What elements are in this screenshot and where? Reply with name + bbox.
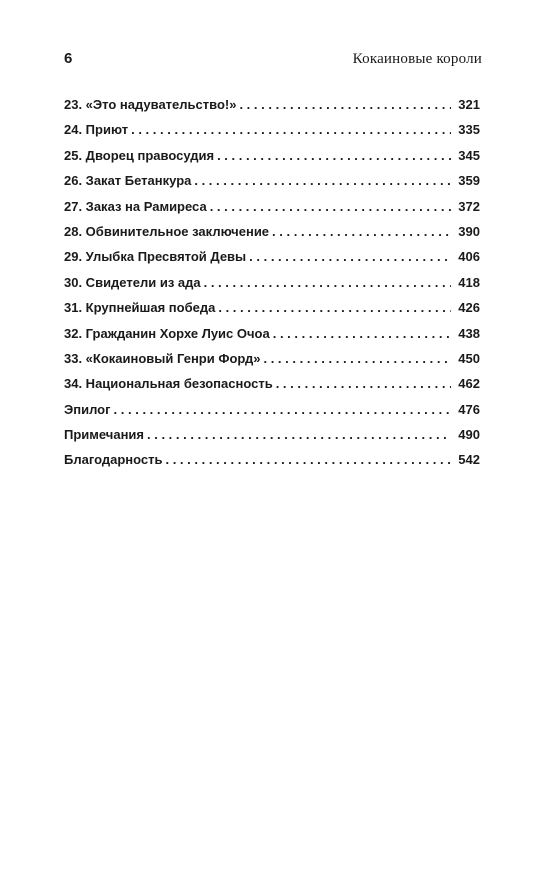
toc-entry bbox=[64, 402, 480, 427]
toc-entry-title: Благодарность bbox=[64, 452, 163, 468]
dot-leader bbox=[204, 275, 451, 290]
dot-leader bbox=[165, 452, 451, 467]
toc-entry bbox=[64, 300, 480, 325]
toc-entry-title: 27. Заказ на Рамиреса bbox=[64, 198, 207, 214]
page-number: 6 bbox=[64, 50, 73, 67]
dot-leader bbox=[272, 224, 451, 239]
toc-entry bbox=[64, 249, 480, 274]
toc-entry-title: 34. Национальная безопасность bbox=[64, 376, 273, 392]
toc-entry-page: 335 bbox=[458, 122, 480, 138]
toc-entry bbox=[64, 351, 480, 376]
running-title: Кокаиновые короли bbox=[352, 51, 482, 67]
toc-entry-page: 476 bbox=[458, 401, 480, 417]
dot-leader bbox=[210, 199, 451, 214]
dot-leader bbox=[276, 376, 451, 391]
toc-entry-page: 418 bbox=[458, 274, 480, 290]
dot-leader bbox=[217, 148, 451, 163]
dot-leader bbox=[147, 427, 451, 442]
toc-entry-title: Примечания bbox=[64, 427, 145, 443]
toc-entry-title: 25. Дворец правосудия bbox=[64, 147, 215, 163]
dot-leader bbox=[249, 249, 451, 264]
toc-entry bbox=[64, 427, 480, 452]
toc-entry-page: 438 bbox=[458, 325, 480, 341]
toc-entry bbox=[64, 326, 480, 351]
dot-leader bbox=[263, 351, 451, 366]
toc-entry-page: 390 bbox=[458, 223, 480, 239]
dot-leader bbox=[218, 300, 451, 315]
dot-leader bbox=[114, 402, 451, 417]
toc-entry-title: 31. Крупнейшая победа bbox=[64, 300, 216, 316]
toc-entry-title: 29. Улыбка Пресвятой Девы bbox=[64, 249, 247, 265]
toc-entry bbox=[64, 376, 480, 401]
toc-entry-title: 26. Закат Бетанкура bbox=[64, 173, 192, 189]
toc-entry bbox=[64, 173, 480, 198]
toc-entry-page: 450 bbox=[458, 350, 480, 366]
toc-entry-page: 345 bbox=[458, 147, 480, 163]
toc-entry-title: 24. Приют bbox=[64, 122, 129, 138]
toc-entry-title: 33. «Кокаиновый Генри Форд» bbox=[64, 350, 261, 366]
toc-entry-page: 462 bbox=[458, 376, 480, 392]
toc-entry bbox=[64, 199, 480, 224]
toc-entry bbox=[64, 148, 480, 173]
table-of-contents bbox=[64, 97, 480, 478]
toc-entry-page: 542 bbox=[458, 452, 480, 468]
toc-entry-title: Эпилог bbox=[64, 401, 111, 417]
toc-entry-title: 23. «Это надувательство!» bbox=[64, 97, 237, 112]
toc-entry bbox=[64, 224, 480, 249]
dot-leader bbox=[273, 326, 451, 341]
toc-entry-page: 406 bbox=[458, 249, 480, 265]
dot-leader bbox=[131, 122, 451, 137]
toc-entry-title: 30. Свидетели из ада bbox=[64, 274, 201, 290]
toc-entry-title: 32. Гражданин Хорхе Луис Очоа bbox=[64, 325, 270, 341]
toc-entry-page: 321 bbox=[458, 97, 480, 112]
toc-entry-title: 28. Обвинительное заключение bbox=[64, 223, 270, 239]
toc-entry bbox=[64, 122, 480, 147]
toc-entry bbox=[64, 97, 480, 122]
toc-entry bbox=[64, 452, 480, 477]
dot-leader bbox=[239, 97, 451, 112]
toc-entry-page: 490 bbox=[458, 427, 480, 443]
toc-entry-page: 359 bbox=[458, 173, 480, 189]
toc-entry-page: 426 bbox=[458, 300, 480, 316]
toc-entry-page: 372 bbox=[458, 198, 480, 214]
dot-leader bbox=[194, 173, 451, 188]
toc-entry bbox=[64, 275, 480, 300]
